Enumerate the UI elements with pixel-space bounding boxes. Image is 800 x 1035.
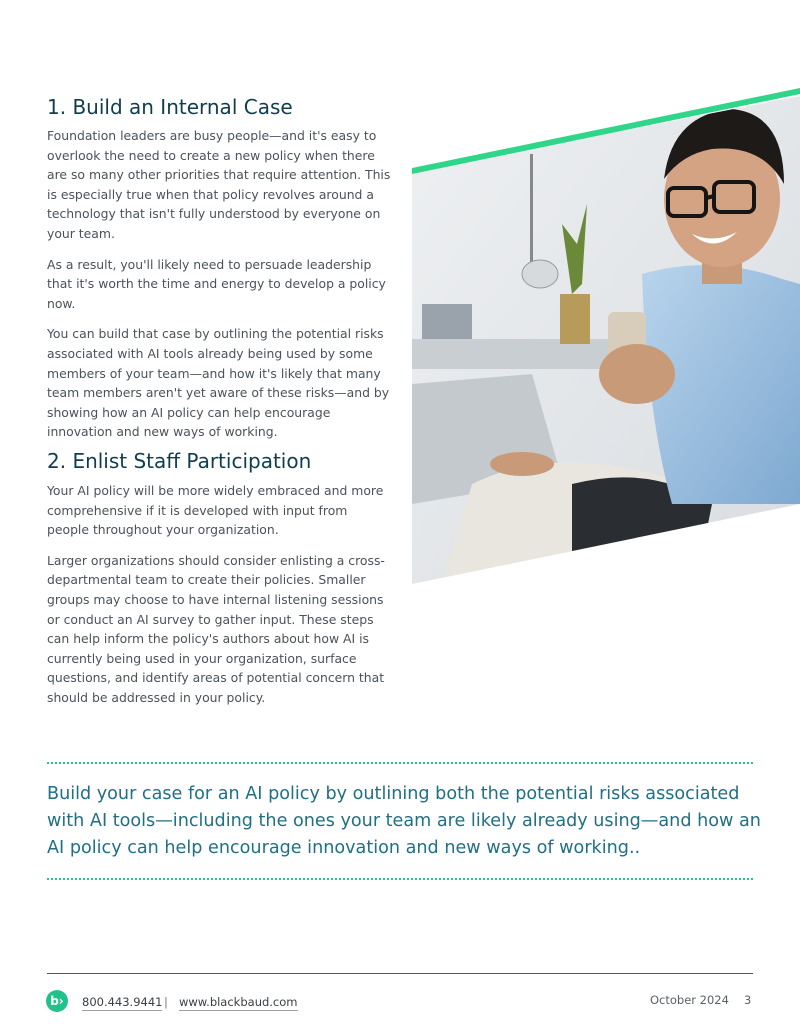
- page-number: 3: [744, 993, 752, 1007]
- section-1-body: [47, 126, 392, 442]
- quote-divider-top: [47, 762, 753, 764]
- phone-link[interactable]: 800.443.9441: [82, 995, 163, 1009]
- paragraph: Foundation leaders are busy people—and it's easy to overlook the need to create a new policy when there are so many other priorities that require attention. This is especially true when that policy revolves around a technology that isn't fully understood by everyone on your team.: [47, 128, 391, 241]
- photo-illustration: [412, 84, 800, 584]
- paragraph: You can build that case by outlining the potential risks associated with AI tools already being used by some members of your team—and how it's likely that many team members aren't yet aware of these risks—and by showing how an AI policy can help encourage innovation and new ways of working.: [47, 326, 390, 440]
- hero-photo: [412, 84, 800, 584]
- footer-separator: |: [164, 995, 168, 1009]
- section-2-body: [47, 481, 392, 708]
- paragraph: Your AI policy will be more widely embraced and more comprehensive if it is developed with input from people throughout your organization.: [47, 483, 384, 538]
- footer-date: October 2024: [650, 993, 729, 1007]
- paragraph: Larger organizations should consider enlisting a cross-departmental team to create their policies. Smaller groups may choose to have internal listening sessions or conduct an AI survey to gather input. These steps can help inform the policy's authors about how AI is currently being used in your organization, surface questions, and identify areas of potential concern that should be addressed in your policy.: [47, 552, 385, 705]
- pull-quote: Build your case for an AI policy by outlining both the potential risks associated with AI tools—including the ones your team are likely already using—and how an AI policy can help encourage innovation and new ways of working..: [47, 784, 761, 858]
- footer-rule: [47, 973, 753, 974]
- section-1-heading: 1. Build an Internal Case: [47, 95, 293, 119]
- section-2-heading: 2. Enlist Staff Participation: [47, 449, 312, 473]
- paragraph: As a result, you'll likely need to persuade leadership that it's worth the time and energy to develop a policy now.: [47, 256, 386, 311]
- website-link[interactable]: www.blackbaud.com: [179, 995, 298, 1009]
- quote-divider-bottom: [47, 878, 753, 880]
- blackbaud-logo-icon: b›: [46, 990, 68, 1012]
